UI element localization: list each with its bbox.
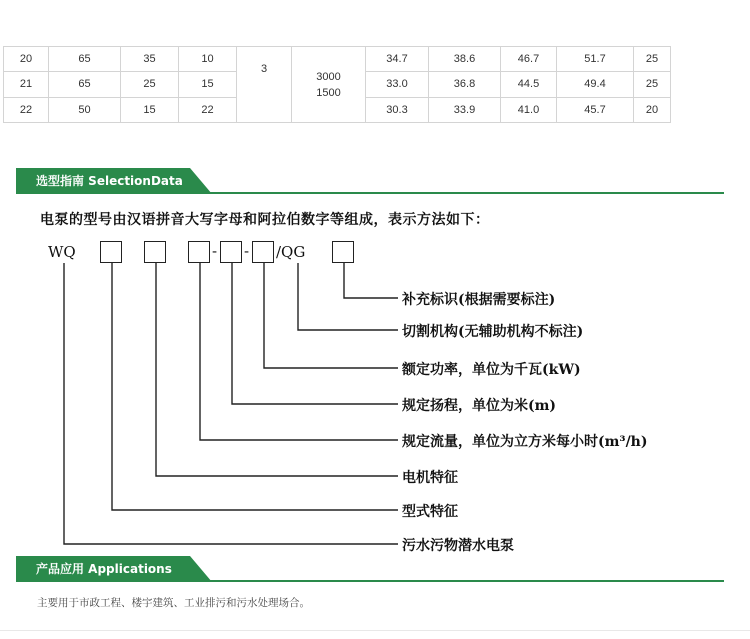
table-cell: 20 (634, 97, 671, 122)
table-merged-cell: 3 (237, 47, 292, 123)
lead-label-cutter: 切割机构(无辅助机构不标注) (402, 324, 584, 340)
speed-cell (292, 47, 366, 123)
table-cell: 38.6 (429, 47, 501, 72)
leader-line-cutter (298, 263, 398, 330)
section-divider (16, 192, 724, 194)
leader-line-type (112, 263, 398, 510)
table-cell: 45.7 (557, 97, 634, 122)
lead-label-head: 规定扬程，单位为米(m) (402, 398, 557, 414)
table-row (4, 47, 671, 72)
diagram-intro-text: 电泵的型号由汉语拼音大写字母和阿拉伯数字等组成，表示方法如下： (40, 212, 490, 228)
table-cell: 22 (4, 97, 49, 122)
model-prefix: WQ (48, 243, 76, 261)
leader-line-motor (156, 263, 398, 476)
lead-label-power: 额定功率，单位为千瓦(kW) (402, 362, 581, 378)
lead-label-prefix: 污水污物潜水电泵 (402, 538, 514, 554)
performance-table (3, 46, 671, 123)
table-cell: 36.8 (429, 72, 501, 97)
table-cell: 30.3 (366, 97, 429, 122)
speed-value: 1500 (316, 86, 341, 99)
lead-label-flow: 规定流量，单位为立方米每小时(m³/h) (402, 434, 648, 450)
table-cell: 34.7 (366, 47, 429, 72)
leader-lines (0, 200, 750, 560)
table-cell: 25 (121, 72, 179, 97)
leader-line-extra (344, 263, 398, 298)
leader-line-power (264, 263, 398, 368)
table-cell: 50 (49, 97, 121, 122)
code-dash: - (244, 242, 250, 260)
table-cell: 15 (121, 97, 179, 122)
bottom-divider (0, 630, 750, 631)
table-cell: 46.7 (501, 47, 557, 72)
section-title: 选型指南 SelectionData (36, 174, 183, 188)
model-code-diagram (0, 200, 750, 560)
table-cell: 21 (4, 72, 49, 97)
section-title: 产品应用 Applications (36, 562, 172, 576)
table-cell: 33.0 (366, 72, 429, 97)
applications-description: 主要用于市政工程、楼宇建筑、工业排污和污水处理场合。 (37, 597, 310, 609)
lead-label-extra: 补充标识(根据需要标注) (402, 292, 556, 308)
leader-line-flow (200, 263, 398, 440)
table-cell: 25 (634, 47, 671, 72)
table-cell: 10 (179, 47, 237, 72)
table-cell: 25 (634, 72, 671, 97)
table-cell: 41.0 (501, 97, 557, 122)
table-cell: 33.9 (429, 97, 501, 122)
lead-label-motor: 电机特征 (402, 470, 458, 486)
speed-value: 3000 (316, 70, 341, 83)
table-cell: 15 (179, 72, 237, 97)
lead-label-type: 型式特征 (402, 504, 458, 520)
table-cell: 51.7 (557, 47, 634, 72)
table-cell: 44.5 (501, 72, 557, 97)
table-cell: 35 (121, 47, 179, 72)
model-suffix: /QG (276, 243, 306, 261)
table-cell: 49.4 (557, 72, 634, 97)
table-cell: 65 (49, 72, 121, 97)
code-dash: - (212, 242, 218, 260)
table-cell: 65 (49, 47, 121, 72)
leader-line-head (232, 263, 398, 404)
table-cell: 22 (179, 97, 237, 122)
section-divider (16, 580, 724, 582)
table-cell: 20 (4, 47, 49, 72)
